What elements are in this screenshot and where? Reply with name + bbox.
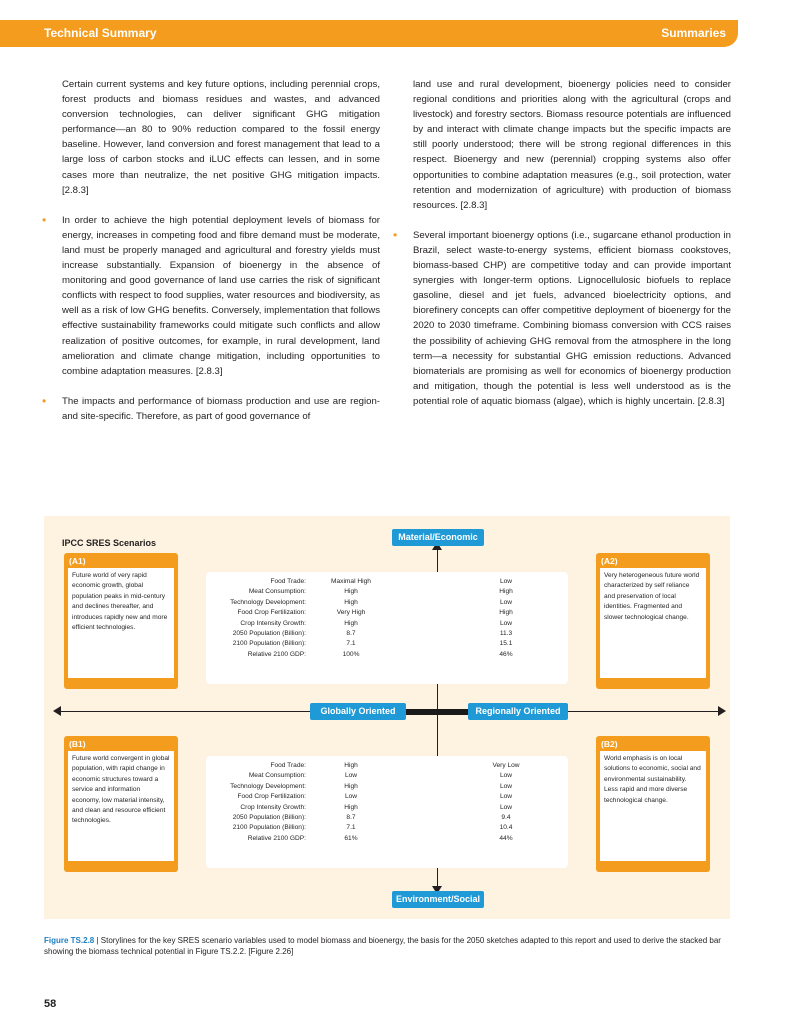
variable-label: 2100 Population (Billion): xyxy=(232,640,306,648)
scenario-a2-box xyxy=(596,553,710,689)
scenario-label: (A1) xyxy=(69,556,86,566)
scenario-a1-box xyxy=(64,553,178,689)
value-cell: High xyxy=(344,782,358,790)
axis-label-bottom: Environment/Social xyxy=(392,891,484,908)
page-number: 58 xyxy=(44,998,57,1010)
value-cell: Low xyxy=(499,578,513,585)
variable-label: Crop Intensity Growth: xyxy=(240,619,306,627)
value-cell: Maximal High xyxy=(331,578,371,585)
sres-scenario-figure xyxy=(44,516,730,919)
figure-caption xyxy=(44,935,730,957)
value-cell: High xyxy=(344,762,358,769)
value-cell: High xyxy=(344,588,358,596)
text-column-left xyxy=(62,77,380,439)
header-chapter-title: Summaries xyxy=(661,26,726,40)
value-cell: High xyxy=(344,803,358,811)
a2-values xyxy=(456,577,556,660)
paragraph: land use and rural development, bioenergy policies need to consider regional conditions and priorities along with the agricultural (crops and livestock) and forestry sectors. Biomass resource potentials are influenced by and interact with climate change impacts but the specific impacts are still poorly understood; there will be strong regional differences in this respect. Bioenergy and new (perennial) cropping systems also offer opportunities to combine adaptation measures (e.g., soil protection, water retention and modernization of agriculture) with production of biomass resources. [2.8.3] xyxy=(413,79,731,211)
value-cell: 9.4 xyxy=(501,813,511,821)
figure-label: Figure TS.2.8 xyxy=(44,936,95,945)
value-cell: Low xyxy=(499,619,513,627)
value-cell: 8.7 xyxy=(346,629,356,637)
value-cell: High xyxy=(499,588,513,596)
page-header xyxy=(0,20,738,47)
value-cell: 61% xyxy=(344,834,358,842)
variable-label: Meat Consumption: xyxy=(248,772,306,780)
value-cell: 10.4 xyxy=(499,824,513,832)
variable-label: Technology Development: xyxy=(230,598,306,606)
scenario-table-bottom xyxy=(206,756,568,868)
value-cell: 7.1 xyxy=(346,824,356,832)
figure-title: IPCC SRES Scenarios xyxy=(62,538,157,548)
value-cell: Low xyxy=(344,793,358,801)
value-cell: Low xyxy=(499,793,513,801)
value-cell: High xyxy=(499,609,513,617)
variable-label: Food Crop Fertilization: xyxy=(237,609,306,617)
bullet-paragraph: • In order to achieve the high potential deployment levels of biomass for energy, increases in competing food and fibre demand must be moderate, land must be properly managed and agricultural and forestry yields must increase substantially. Expansion of bioenergy in the absence of monitoring and good governance of land use carries the risk of significant conflicts with respect to food supplies, water resources and biodiversity, as well as a risk of low GHG benefits. Conversely, implementation that follows effective sustainability frameworks could mitigate such conflicts and allow realization of positive outcomes, for example, in rural development, land amelioration and climate change mitigation, including opportunities to combine adaptation measures. [2.8.3] xyxy=(62,213,380,379)
scenario-label: (B2) xyxy=(601,739,618,749)
axis-label-right: Regionally Oriented xyxy=(468,703,568,720)
variable-label: Food Trade: xyxy=(270,762,306,769)
scenario-table-top xyxy=(206,572,568,684)
variable-label: 2050 Population (Billion): xyxy=(232,629,306,637)
scenario-description: Future world convergent in global population, with rapid change in economic structures toward a service and information economy, low material intensity, and clean and resource efficient technologies. xyxy=(68,751,174,861)
value-cell: 11.3 xyxy=(499,629,513,637)
axis-label-top: Material/Economic xyxy=(392,529,484,546)
caption-text: | Storylines for the key SRES scenario variables used to model biomass and bioenergy, the basis for the 2050 sketches adapted to this report and used to derive the stacked bar showing the biomass technical potential in Figure TS.2.2. [Figure 2.26] xyxy=(44,936,721,956)
variable-label: 2050 Population (Billion): xyxy=(232,813,306,821)
variable-label: Relative 2100 GDP: xyxy=(247,834,306,842)
value-cell: 7.1 xyxy=(346,640,356,648)
axis-label-left: Globally Oriented xyxy=(310,703,406,720)
header-section-title: Technical Summary xyxy=(44,26,157,40)
variable-label: Meat Consumption: xyxy=(248,588,306,596)
arrow-left-icon xyxy=(53,706,61,716)
b1-values xyxy=(306,761,396,844)
value-cell: Low xyxy=(344,772,358,780)
scenario-description: Very heterogeneous future world characterized by self reliance and preservation of local identities. Fragmented and slower technological change. xyxy=(600,568,706,678)
b2-values xyxy=(456,761,556,844)
variable-label: 2100 Population (Billion): xyxy=(232,824,306,832)
text-column-right xyxy=(413,77,731,424)
scenario-description: Future world of very rapid economic growth, global population peaks in mid-century and declines thereafter, and introduces rapidly new and more efficient technologies. xyxy=(68,568,174,678)
variable-label: Crop Intensity Growth: xyxy=(240,803,306,811)
scenario-b1-box xyxy=(64,736,178,872)
value-cell: High xyxy=(344,598,358,606)
value-cell: Very Low xyxy=(492,762,520,769)
variable-label: Relative 2100 GDP: xyxy=(247,650,306,658)
value-cell: 8.7 xyxy=(346,813,356,821)
value-cell: 100% xyxy=(342,650,360,658)
scenario-label: (B1) xyxy=(69,739,86,749)
scenario-label: (A2) xyxy=(601,556,618,566)
axis-connector xyxy=(404,709,472,715)
variable-label: Food Trade: xyxy=(270,578,306,585)
variable-label: Food Crop Fertilization: xyxy=(237,793,306,801)
bullet-paragraph: • Several important bioenergy options (i.e., sugarcane ethanol production in Brazil, select waste-to-energy systems, efficient biomass cookstoves, biomass-based CHP) are competitive today and can provide important synergies with longer-term options. Lignocellulosic biofuels to replace gasoline, diesel and jet fuels, advanced bioelectricity options, and biorefinery concepts can offer competitive deployment of bioenergy for the 2020 to 2030 timeframe. Combining biomass conversion with CCS raises the possibility of achieving GHG removal from the atmosphere in the long term—a necessity for substantial GHG emission reductions. Advanced biomaterials are promising as well for economics of bioenergy production and mitigation, though the potential is less well understood as is the potential role of aquatic biomass (algae), which is highly uncertain. [2.8.3] xyxy=(413,228,731,409)
scenario-b2-box xyxy=(596,736,710,872)
value-cell: Low xyxy=(499,803,513,811)
variable-labels xyxy=(206,761,306,844)
arrow-right-icon xyxy=(718,706,726,716)
value-cell: Low xyxy=(499,772,513,780)
variable-label: Technology Development: xyxy=(230,782,306,790)
value-cell: 46% xyxy=(499,650,513,658)
a1-values xyxy=(306,577,396,660)
value-cell: 44% xyxy=(499,834,513,842)
paragraph: Certain current systems and key future options, including perennial crops, forest products and biomass residues and wastes, and advanced conversion technologies, can deliver significant GHG mitigation performance—an 80 to 90% reduction compared to the fossil energy baseline. However, land conversion and forest management that lead to a large loss of carbon stocks and iLUC effects can lessen, and in some cases more than neutralize, the net positive GHG mitigation impacts. [2.8.3] xyxy=(62,79,380,196)
value-cell: Low xyxy=(499,782,513,790)
value-cell: High xyxy=(344,619,358,627)
value-cell: Very High xyxy=(336,609,366,617)
variable-labels xyxy=(206,577,306,660)
scenario-description: World emphasis is on local solutions to economic, social and environmental sustainability. Less rapid and more diverse technological change. xyxy=(600,751,706,861)
value-cell: Low xyxy=(499,598,513,606)
value-cell: 15.1 xyxy=(499,640,513,648)
bullet-paragraph: • The impacts and performance of biomass production and use are region- and site-specific. Therefore, as part of good governance of xyxy=(62,394,380,424)
